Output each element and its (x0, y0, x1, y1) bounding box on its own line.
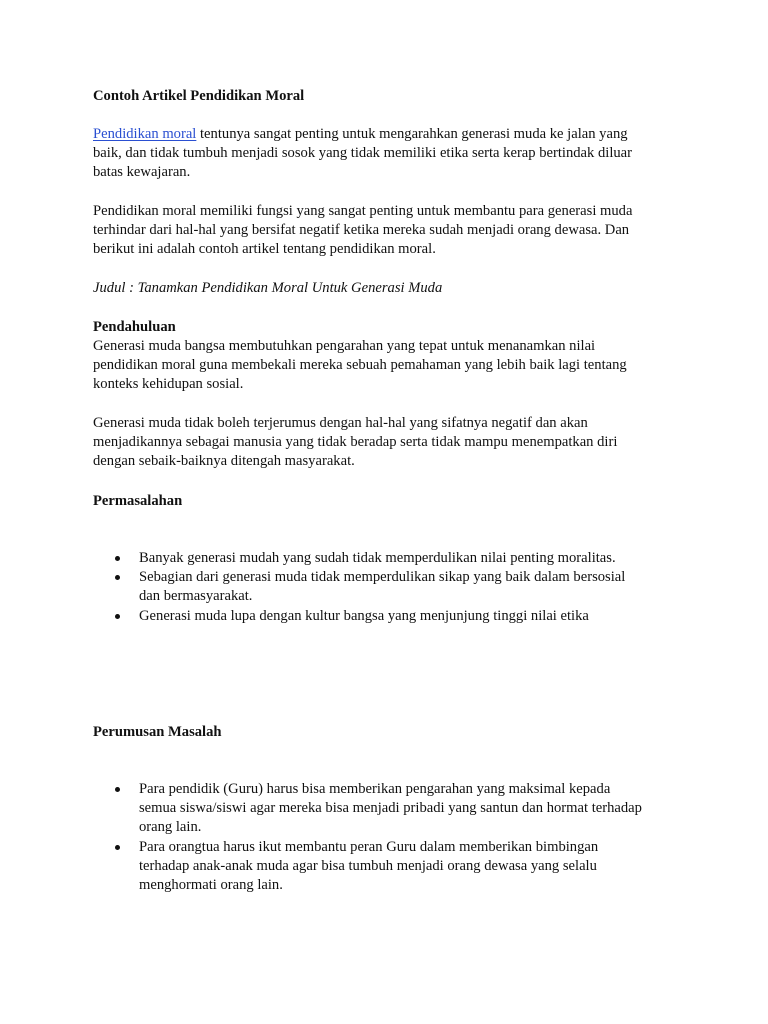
pendahuluan-p1-line-1: Generasi muda bangsa membutuhkan pengarahan yang tepat untuk menanamkan nilai (93, 338, 596, 354)
pendahuluan-p2-line-1: Generasi muda tidak boleh terjerumus dengan hal-hal yang sifatnya negatif dan akan (93, 415, 588, 431)
pendahuluan-heading: Pendahuluan (93, 319, 176, 335)
para2-line-2: terhindar dari hal-hal yang bersifat negatif ketika mereka sudah menjadi orang dewasa. Dan (93, 222, 630, 238)
list-item-line: menghormati orang lain. (139, 877, 283, 893)
para2-line-3: berikut ini adalah contoh artikel tentang pendidikan moral. (93, 241, 436, 257)
list-item-line: Para pendidik (Guru) harus bisa memberikan pengarahan yang maksimal kepada (139, 781, 611, 797)
pendidikan-moral-link[interactable]: Pendidikan moral (93, 126, 197, 142)
list-item-line: orang lain. (139, 819, 202, 835)
list-item-line: Sebagian dari generasi muda tidak memperdulikan sikap yang baik dalam bersosial (139, 569, 626, 585)
bullet-icon (115, 845, 120, 850)
intro-line-3: batas kewajaran. (93, 164, 191, 180)
permasalahan-heading: Permasalahan (93, 493, 183, 509)
pendahuluan-p2-line-2: menjadikannya sebagai manusia yang tidak beradap serta tidak mampu menempatkan diri (93, 434, 618, 450)
bullet-icon (115, 556, 120, 561)
bullet-icon (115, 575, 120, 580)
judul-line: Judul : Tanamkan Pendidikan Moral Untuk Generasi Muda (93, 280, 443, 296)
list-item-line: dan bermasyarakat. (139, 588, 253, 604)
intro-line-1 (93, 125, 628, 144)
list-item-line: terhadap anak-anak muda agar bisa tumbuh menjadi orang dewasa yang selalu (139, 858, 597, 874)
para2-line-1: Pendidikan moral memiliki fungsi yang sangat penting untuk membantu para generasi muda (93, 203, 633, 219)
pendahuluan-p1-line-2: pendidikan moral guna membekali mereka sebuah pemahaman yang lebih baik lagi tentang (93, 357, 627, 373)
bullet-icon (115, 614, 120, 619)
perumusan-heading: Perumusan Masalah (93, 724, 222, 740)
intro-line-2: baik, dan tidak tumbuh menjadi sosok yang tidak memiliki etika serta kerap bertindak diluar (93, 145, 633, 161)
document-title: Contoh Artikel Pendidikan Moral (93, 88, 305, 104)
bullet-icon (115, 787, 120, 792)
list-item-line: Para orangtua harus ikut membantu peran Guru dalam memberikan bimbingan (139, 839, 599, 855)
pendahuluan-p1-line-3: konteks kehidupan sosial. (93, 376, 244, 392)
list-item-line: Banyak generasi mudah yang sudah tidak memperdulikan nilai penting moralitas. (139, 550, 616, 566)
list-item-line: Generasi muda lupa dengan kultur bangsa yang menjunjung tinggi nilai etika (139, 608, 589, 624)
intro-line-1-text: tentunya sangat penting untuk mengarahkan generasi muda ke jalan yang (196, 126, 628, 142)
pendahuluan-p2-line-3: dengan sebaik-baiknya ditengah masyarakat. (93, 453, 355, 469)
list-item-line: semua siswa/siswi agar mereka bisa menjadi pribadi yang santun dan hormat terhadap (139, 800, 642, 816)
